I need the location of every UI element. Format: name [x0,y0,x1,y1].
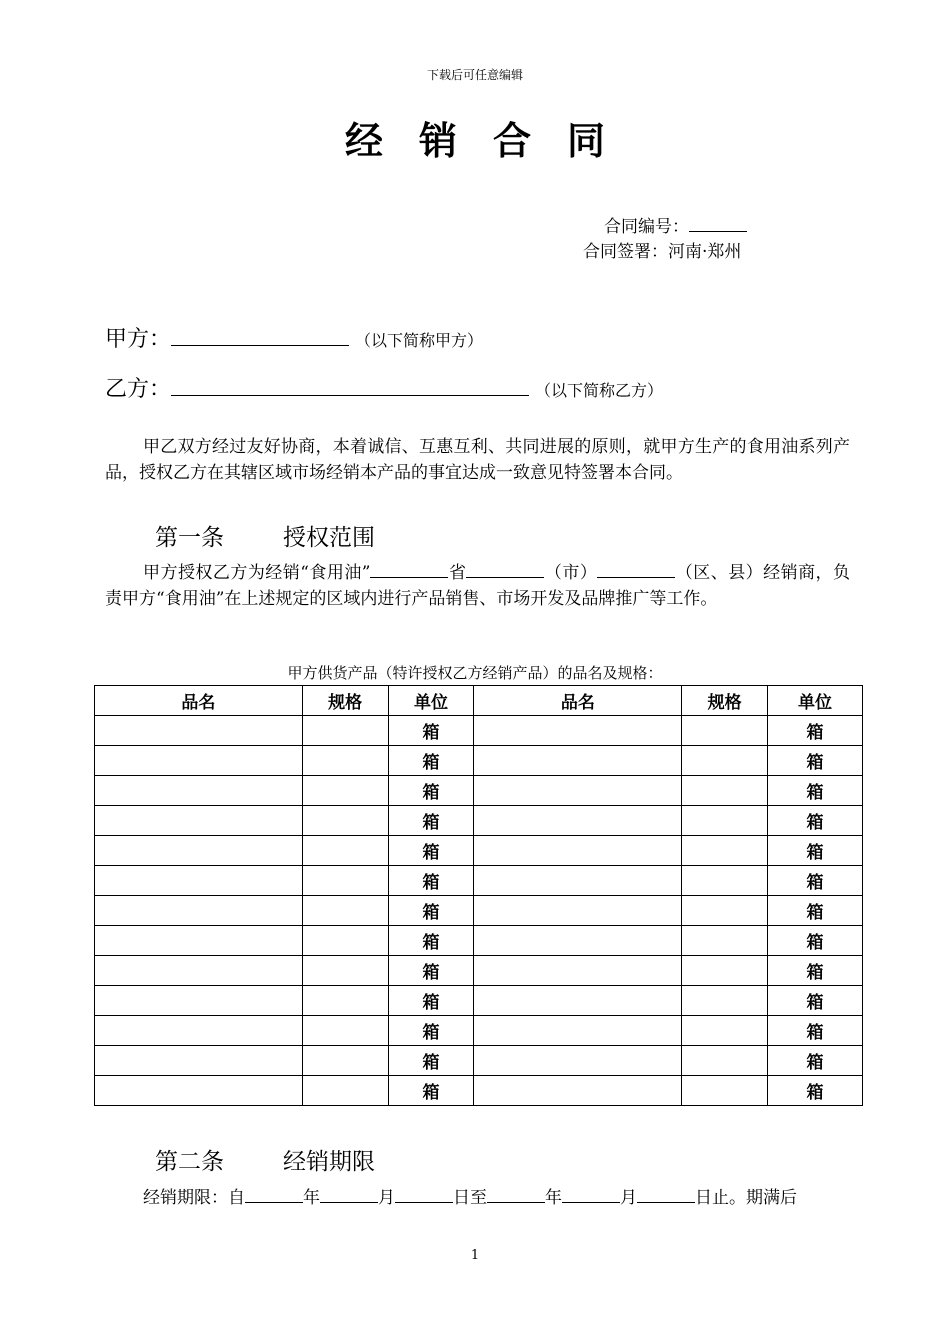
article-2-paragraph [143,1183,797,1208]
spec-cell[interactable] [302,716,388,746]
unit-cell: 箱 [768,776,863,806]
unit-cell: 箱 [388,986,474,1016]
table-row [95,1076,863,1106]
contract-number-line [604,212,747,237]
table-body [95,716,863,1106]
end-year-label: 年 [545,1188,562,1208]
spec-cell[interactable] [302,836,388,866]
contract-number-label: 合同编号： [604,217,689,237]
header-unit: 单位 [388,686,474,716]
spec-cell[interactable] [682,986,768,1016]
unit-cell: 箱 [768,866,863,896]
unit-cell: 箱 [388,1076,474,1106]
unit-cell: 箱 [768,926,863,956]
spec-cell[interactable] [302,866,388,896]
product-name-cell[interactable] [474,896,682,926]
article-1-number: 第一条 [155,525,224,551]
district-blank[interactable] [597,563,675,578]
signing-place-label: 合同签署： [583,242,668,262]
end-label: 日止。期满后 [695,1188,797,1208]
article-2-heading [155,1143,375,1176]
end-day-blank[interactable] [637,1188,695,1203]
page-number: 1 [470,1248,480,1263]
spec-cell[interactable] [302,926,388,956]
product-name-cell[interactable] [95,896,303,926]
product-name-cell[interactable] [95,1016,303,1046]
table-row [95,866,863,896]
unit-cell: 箱 [768,1046,863,1076]
article-1-text-2: 省 [448,563,467,583]
table-row [95,896,863,926]
spec-cell[interactable] [682,806,768,836]
product-name-cell[interactable] [95,746,303,776]
spec-cell[interactable] [682,896,768,926]
unit-cell: 箱 [388,716,474,746]
spec-cell[interactable] [302,746,388,776]
unit-cell: 箱 [768,746,863,776]
signing-place-line [583,237,741,262]
table-caption: 甲方供货产品（特许授权乙方经销产品）的品名及规格： [287,664,663,682]
term-label: 经销期限：自 [143,1188,245,1208]
product-name-cell[interactable] [474,866,682,896]
spec-cell[interactable] [682,926,768,956]
product-name-cell[interactable] [95,1046,303,1076]
start-month-blank[interactable] [320,1188,378,1203]
table-row [95,926,863,956]
unit-cell: 箱 [768,1076,863,1106]
header-note: 下载后可任意编辑 [426,68,523,82]
unit-cell: 箱 [768,1016,863,1046]
table-row [95,836,863,866]
article-1-title: 授权范围 [283,525,375,551]
unit-cell: 箱 [768,716,863,746]
unit-cell: 箱 [388,896,474,926]
table-row [95,1016,863,1046]
header-spec: 规格 [682,686,768,716]
party-b-note: （以下简称乙方） [535,381,664,400]
product-name-cell[interactable] [474,1046,682,1076]
start-day-blank[interactable] [395,1188,453,1203]
end-month-label: 月 [620,1188,637,1208]
spec-cell[interactable] [682,1046,768,1076]
unit-cell: 箱 [388,746,474,776]
spec-cell[interactable] [302,806,388,836]
product-name-cell[interactable] [95,866,303,896]
party-b-label: 乙方： [105,377,172,402]
table-row [95,1046,863,1076]
article-1-paragraph [105,560,850,612]
product-name-cell[interactable] [95,926,303,956]
table-row [95,776,863,806]
spec-cell[interactable] [682,1076,768,1106]
party-a-label: 甲方： [105,327,172,352]
article-1-heading [155,519,375,552]
start-year-label: 年 [303,1188,320,1208]
party-b-blank[interactable] [171,373,529,396]
spec-cell[interactable] [682,716,768,746]
article-2-title: 经销期限 [283,1149,375,1175]
product-name-cell[interactable] [474,716,682,746]
unit-cell: 箱 [388,806,474,836]
unit-cell: 箱 [388,776,474,806]
product-name-cell[interactable] [95,956,303,986]
table-row [95,986,863,1016]
product-name-cell[interactable] [474,956,682,986]
product-name-cell[interactable] [474,926,682,956]
article-1-text-4: （区、县）经销商，负责甲方“食用油”在上述规定的区域内进行产品销售、市场开发及品牌推广等工作。 [105,563,851,609]
header-spec: 规格 [302,686,388,716]
article-2-number: 第二条 [155,1149,224,1175]
party-a-blank[interactable] [171,323,349,346]
unit-cell: 箱 [388,926,474,956]
day-to-label: 日至 [453,1188,487,1208]
spec-cell[interactable] [682,1016,768,1046]
header-unit: 单位 [768,686,863,716]
signing-place-value: 河南·郑州 [668,242,742,262]
spec-cell[interactable] [682,866,768,896]
document-title: 经销合同 [344,119,641,163]
product-name-cell[interactable] [95,716,303,746]
start-month-label: 月 [378,1188,395,1208]
table-header-row [95,686,863,716]
start-year-blank[interactable] [245,1188,303,1203]
table-row [95,806,863,836]
header-product-name: 品名 [95,686,303,716]
intro-paragraph: 甲乙双方经过友好协商，本着诚信、互惠互利、共同进展的原则，就甲方生产的食用油系列产品，授权乙方在其辖区域市场经销本产品的事宜达成一致意见特签署本合同。 [105,437,850,483]
table-row [95,956,863,986]
unit-cell: 箱 [388,1046,474,1076]
unit-cell: 箱 [388,1016,474,1046]
spec-cell[interactable] [302,956,388,986]
party-a-line [105,322,483,353]
unit-cell: 箱 [768,836,863,866]
spec-cell[interactable] [302,1016,388,1046]
end-month-blank[interactable] [562,1188,620,1203]
product-name-cell[interactable] [474,776,682,806]
product-spec-table [94,685,863,1106]
product-name-cell[interactable] [95,776,303,806]
header-product-name: 品名 [474,686,682,716]
spec-cell[interactable] [682,746,768,776]
spec-cell[interactable] [302,986,388,1016]
unit-cell: 箱 [768,896,863,926]
party-b-line [105,372,663,403]
province-blank[interactable] [370,563,448,578]
article-1-text-1: 甲方授权乙方为经销“食用油” [143,563,371,583]
table-row [95,746,863,776]
spec-cell[interactable] [682,776,768,806]
spec-cell[interactable] [302,896,388,926]
product-name-cell[interactable] [95,806,303,836]
unit-cell: 箱 [388,866,474,896]
product-name-cell[interactable] [95,986,303,1016]
product-name-cell[interactable] [474,986,682,1016]
product-name-cell[interactable] [474,806,682,836]
product-name-cell[interactable] [474,836,682,866]
product-name-cell[interactable] [474,1076,682,1106]
unit-cell: 箱 [768,986,863,1016]
unit-cell: 箱 [768,956,863,986]
spec-cell[interactable] [682,956,768,986]
spec-cell[interactable] [682,836,768,866]
spec-cell[interactable] [302,1046,388,1076]
city-blank[interactable] [466,563,544,578]
spec-cell[interactable] [302,776,388,806]
article-1-text-3: （市） [544,563,598,583]
product-name-cell[interactable] [474,746,682,776]
spec-cell[interactable] [302,1076,388,1106]
unit-cell: 箱 [388,956,474,986]
unit-cell: 箱 [388,836,474,866]
product-name-cell[interactable] [474,1016,682,1046]
table-row [95,716,863,746]
product-name-cell[interactable] [95,1076,303,1106]
contract-number-blank[interactable] [689,215,747,232]
party-a-note: （以下简称甲方） [355,331,484,350]
product-name-cell[interactable] [95,836,303,866]
end-year-blank[interactable] [487,1188,545,1203]
unit-cell: 箱 [768,806,863,836]
